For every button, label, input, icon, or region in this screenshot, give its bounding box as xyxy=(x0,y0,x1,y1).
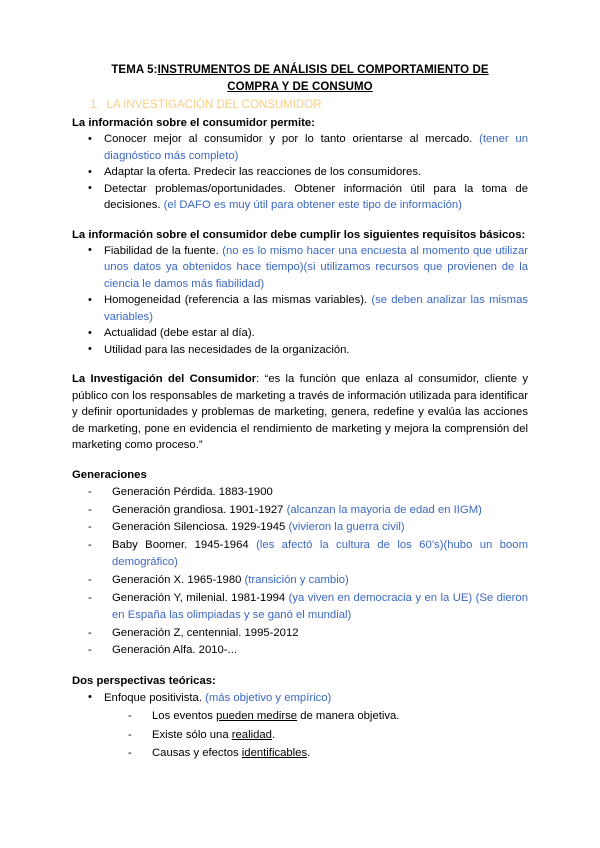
item-text: Baby Boomer. 1945-1964 xyxy=(112,538,249,551)
list-perspectivas xyxy=(72,690,528,707)
item-text: Enfoque positivista. xyxy=(104,691,202,704)
item-note: (se deben analizar las mismas variables) xyxy=(104,294,529,323)
item-note: (transición y cambio) xyxy=(244,573,349,586)
section-heading xyxy=(72,97,528,113)
item-text: Adaptar la oferta. Predecir las reacciones de los consumidores. xyxy=(104,166,422,178)
perspectivas-title: Dos perspectivas teóricas: xyxy=(72,674,216,687)
list-item xyxy=(72,181,528,214)
title-underlined-line1: INSTRUMENTOS DE ANÁLISIS DEL COMPORTAMIENTO DE xyxy=(157,64,489,76)
definition-paragraph xyxy=(72,371,528,454)
spacer xyxy=(72,358,528,371)
item-note: (les afectó la cultura de los 60’s)(hubo un boom demográfico) xyxy=(112,538,528,569)
subitem-underlined: realidad xyxy=(231,728,272,741)
subitem-pre: Causas y efectos xyxy=(152,747,242,760)
item-note: (no es lo mismo hacer una encuesta al momento que utilizar unos datos ya obtenidos hace tiempo)(si utilizamos recursos que provienen de la ciencia le damos más fiabilidad) xyxy=(104,244,528,290)
item-text: Fiabilidad de la fuente. xyxy=(104,244,219,257)
definition-body: : “es la función que enlaza al consumidor, cliente y público con los responsables de marketing a través de información utilizada para identificar y definir oportunidades y problemas de marketing, genera, redefine y evalúa las acciones de marketing, pone en evidencia el rendimiento de marketing y mejora la comprensión del marketing como proceso.” xyxy=(72,373,528,452)
spacer xyxy=(72,660,528,673)
item-note: (vivieron la guerra civil) xyxy=(288,521,405,534)
lead-permite: La información sobre el consumidor permite: xyxy=(72,117,315,129)
subitem-post: . xyxy=(307,747,311,760)
section-heading-label: LA INVESTIGACIÓN DEL CONSUMIDOR xyxy=(106,99,322,111)
list-item xyxy=(72,519,528,537)
list-item xyxy=(72,325,528,342)
list-item xyxy=(72,243,528,293)
subitem-underlined: identificables xyxy=(241,747,308,760)
page-title xyxy=(72,62,528,96)
item-note: (más objetivo y empírico) xyxy=(205,691,332,704)
title-prefix: TEMA 5: xyxy=(111,64,158,76)
list-generaciones xyxy=(72,484,528,660)
list-item xyxy=(72,642,528,660)
spacer xyxy=(72,214,528,227)
item-note: (tener un diagnóstico más completo) xyxy=(104,133,528,162)
item-text: Generación grandiosa. 1901-1927 xyxy=(112,503,284,516)
subitem-post: . xyxy=(271,728,276,741)
item-text: Utilidad para las necesidades de la organización. xyxy=(104,343,350,356)
spacer xyxy=(72,454,528,467)
item-text: Actualidad (debe estar al día). xyxy=(104,327,255,339)
item-text: Generación Alfa. 2010-... xyxy=(112,644,237,657)
subitem-pre: Los eventos xyxy=(152,710,217,723)
list-requisitos xyxy=(72,243,528,359)
list-item xyxy=(72,726,528,745)
definition-term: La Investigación del Consumidor xyxy=(72,373,257,385)
list-item xyxy=(72,572,528,590)
lead-requisitos: La información sobre el consumidor debe cumplir los siguientes requisitos básicos: xyxy=(72,228,526,241)
list-item xyxy=(72,690,528,707)
subitem-post: de manera objetiva. xyxy=(297,710,400,723)
list-item xyxy=(72,625,528,643)
item-text: Generación Pérdida. 1883-1900 xyxy=(112,485,273,498)
list-item xyxy=(72,484,528,502)
list-item xyxy=(72,292,528,325)
list-perspectivas-sub xyxy=(72,707,528,763)
list-item xyxy=(72,164,528,181)
subitem-underlined: pueden medirse xyxy=(216,710,298,723)
item-text: Generación Silenciosa. 1929-1945 xyxy=(112,521,286,534)
item-note: (alcanzan la mayoria de edad en IIGM) xyxy=(286,503,482,516)
list-item xyxy=(72,537,528,572)
section-number: 1. xyxy=(90,99,100,111)
list-item xyxy=(72,131,528,164)
item-text: Generación Y, milenial. 1981-1994 xyxy=(112,591,286,604)
list-item xyxy=(72,590,528,625)
item-text: Homogeneidad (referencia a las mismas variables). xyxy=(104,294,368,306)
list-permite xyxy=(72,131,528,214)
list-item xyxy=(72,744,528,763)
list-item xyxy=(72,342,528,359)
item-note: (ya viven en democracia y en la UE) (Se dieron en España las olimpiadas y se ganó el mundial) xyxy=(112,591,529,622)
list-item xyxy=(72,707,528,726)
item-note: (el DAFO es muy útil para obtener este tipo de información) xyxy=(163,199,462,211)
item-text: Detectar problemas/oportunidades. Obtener información útil para la toma de decisiones. xyxy=(104,182,528,211)
item-text: Generación Z, centennial. 1995-2012 xyxy=(112,626,299,639)
title-underlined-line2: COMPRA Y DE CONSUMO xyxy=(227,81,373,93)
list-item xyxy=(72,502,528,520)
generaciones-title: Generaciones xyxy=(72,468,147,481)
item-text: Generación X. 1965-1980 xyxy=(112,573,242,586)
subitem-pre: Existe sólo una xyxy=(152,728,232,741)
item-text: Conocer mejor al consumidor y por lo tanto orientarse al mercado. xyxy=(104,133,473,145)
